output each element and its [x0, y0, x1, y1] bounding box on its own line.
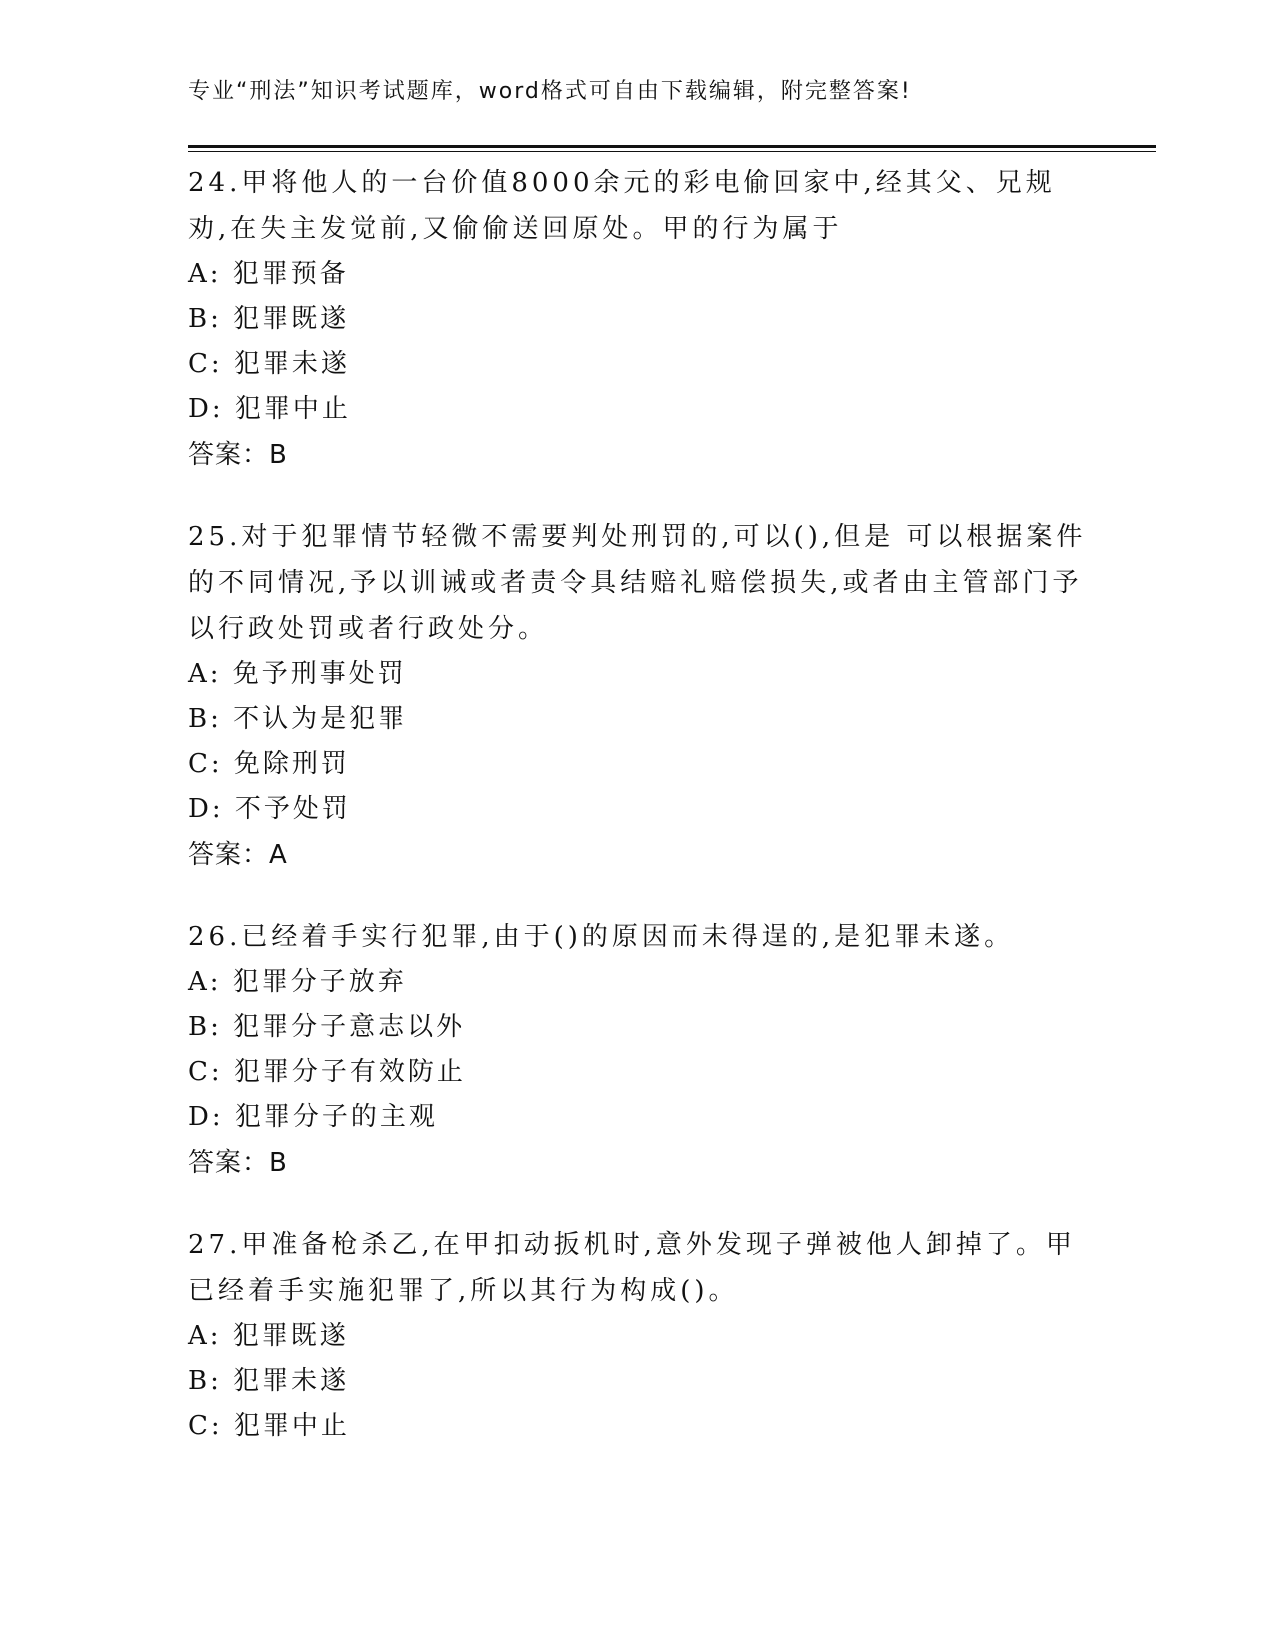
question-stem: 25.对于犯罪情节轻微不需要判处刑罚的,可以(),但是 可以根据案件的不同情况,予以训诫或者责令具结赔礼赔偿损失,或者由主管部门予以行政处罚或者行政处分。 [188, 522, 1087, 644]
option-a: A: 犯罪预备 [188, 259, 349, 289]
question-27 [188, 1222, 1088, 1449]
header-divider-thin [188, 151, 1156, 152]
question-24 [188, 160, 1088, 478]
option-d: D: 犯罪分子的主观 [188, 1102, 438, 1132]
document-header: 专业“刑法”知识考试题库，word格式可自由下载编辑，附完整答案! [188, 79, 912, 104]
answer-line: 答案：A [188, 840, 288, 870]
question-25 [188, 514, 1088, 878]
header-divider-thick [188, 145, 1156, 148]
option-a: A: 犯罪分子放弃 [188, 967, 407, 997]
question-stem: 26.已经着手实行犯罪,由于()的原因而未得逞的,是犯罪未遂。 [188, 922, 1015, 952]
option-a: A: 免予刑事处罚 [188, 659, 407, 689]
answer-line: 答案：B [188, 440, 288, 470]
option-d: D: 不予处罚 [188, 794, 351, 824]
option-c: C: 犯罪中止 [188, 1411, 350, 1441]
option-b: B: 犯罪未遂 [188, 1366, 350, 1396]
option-c: C: 免除刑罚 [188, 749, 350, 779]
answer-line: 答案：B [188, 1148, 288, 1178]
question-stem: 24.甲将他人的一台价值8000余元的彩电偷回家中,经其父、兄规劝,在失主发觉前,又偷偷送回原处。甲的行为属于 [188, 168, 1056, 244]
option-b: B: 犯罪既遂 [188, 304, 350, 334]
question-26 [188, 914, 1088, 1186]
option-c: C: 犯罪分子有效防止 [188, 1057, 466, 1087]
question-list [188, 160, 1088, 1485]
option-c: C: 犯罪未遂 [188, 349, 350, 379]
option-d: D: 犯罪中止 [188, 394, 351, 424]
question-stem: 27.甲准备枪杀乙,在甲扣动扳机时,意外发现子弹被他人卸掉了。甲已经着手实施犯罪了,所以其行为构成()。 [188, 1230, 1076, 1306]
option-b: B: 不认为是犯罪 [188, 704, 408, 734]
option-b: B: 犯罪分子意志以外 [188, 1012, 466, 1042]
option-a: A: 犯罪既遂 [188, 1321, 349, 1351]
